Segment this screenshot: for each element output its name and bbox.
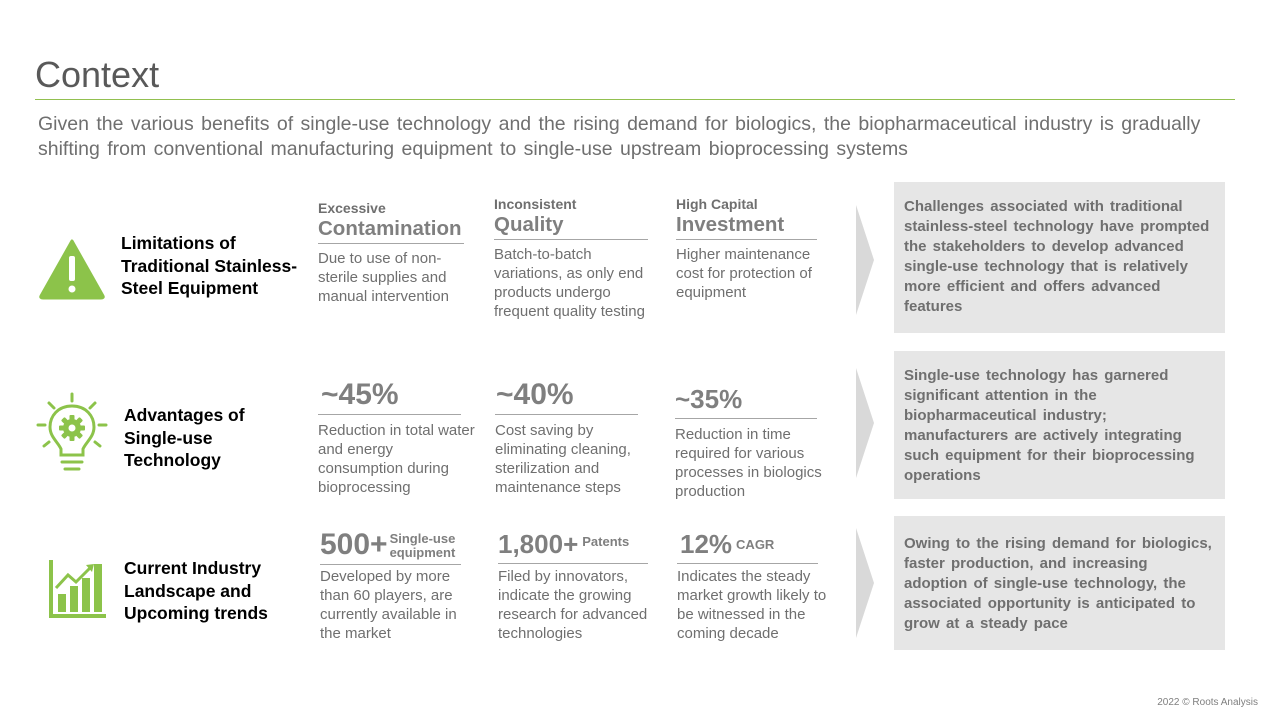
limitation-quality [494, 196, 656, 321]
column-rule [494, 239, 648, 240]
column-rule [498, 563, 648, 564]
stat-value: 12% [680, 529, 733, 559]
column-head-small: Excessive [318, 200, 386, 216]
stat-line [498, 527, 660, 561]
column-desc: Filed by innovators, indicate the growing research for advanced technologies [498, 568, 648, 642]
column-rule [495, 414, 638, 415]
column-head-big: Investment [676, 213, 785, 236]
summary-box-advantages: Single-use technology has garnered significant attention in the biopharmaceutical industry; manufacturers are actively integrating such equipment for their bioprocessing operations [894, 351, 1225, 499]
stat-suffix-line: equipment [389, 545, 456, 560]
growth-chart-icon [46, 558, 108, 625]
chevron-right-icon [856, 528, 876, 643]
stat-suffix: CAGR [736, 537, 775, 552]
stat-suffix [390, 532, 456, 560]
stat-suffix-line: Single-use [389, 531, 456, 546]
column-rule [675, 418, 817, 419]
stat-suffix: Patents [582, 534, 630, 549]
column-head-small: High Capital [676, 196, 758, 212]
advantage-water-energy [318, 378, 478, 497]
title-divider [35, 99, 1235, 100]
page-subtitle: Given the various benefits of single-use technology and the rising demand for biologics, the biopharmaceutical industry is gradually shifting from conventional manufacturing equipment to single-use upstream bioprocessing systems [38, 113, 1201, 160]
column-desc: Reduction in total water and energy consumption during bioprocessing [318, 422, 475, 496]
column-desc: Indicates the steady market growth likely to be witnessed in the coming decade [677, 568, 827, 642]
stat-value: ~35% [675, 384, 743, 414]
column-head-big: Quality [494, 213, 564, 236]
column-desc: Due to use of non-sterile supplies and manual intervention [318, 250, 449, 305]
column-rule [677, 563, 818, 564]
stat-value: ~45% [321, 378, 399, 411]
chevron-right-icon [856, 368, 876, 483]
column-desc: Higher maintenance cost for protection of equipment [676, 246, 812, 301]
summary-box-landscape: Owing to the rising demand for biologics, faster production, and increasing adoption of single-use technology, the associated opportunity is anticipated to grow at a steady pace [894, 516, 1225, 650]
stat-value: 1,800+ [498, 529, 579, 559]
trend-patents [498, 527, 660, 643]
footer-copyright: 2022 © Roots Analysis [1157, 697, 1258, 708]
summary-box-limitations: Challenges associated with traditional stainless-steel technology have prompted the stakeholders to develop advanced single-use technology that is relatively more efficient and offers advanced features [894, 182, 1225, 333]
column-desc: Developed by more than 60 players, are currently available in the market [320, 568, 457, 642]
column-rule [676, 239, 817, 240]
row-label-landscape: Current Industry Landscape and Upcoming trends [124, 558, 268, 623]
limitation-contamination [318, 200, 468, 306]
column-desc: Cost saving by eliminating cleaning, sterilization and maintenance steps [495, 422, 631, 496]
stat-value: 500+ [320, 528, 388, 561]
row-label-limitations: Limitations of Traditional Stainless-Steel Equipment [121, 233, 298, 298]
column-desc: Batch-to-batch variations, as only end products undergo frequent quality testing [494, 246, 645, 320]
advantage-cost-saving [495, 378, 655, 497]
lightbulb-gear-icon [36, 392, 108, 479]
warning-triangle-icon [38, 238, 106, 305]
page-title: Context [35, 54, 160, 95]
column-rule [318, 243, 464, 244]
chevron-right-icon [856, 205, 876, 320]
trend-equipment [320, 528, 480, 643]
stat-value: ~40% [496, 378, 574, 411]
stat-line [677, 527, 839, 561]
column-head-big: Contamination [318, 217, 462, 240]
stat-line [320, 528, 480, 562]
trend-cagr [677, 527, 839, 643]
column-desc: Reduction in time required for various processes in biologics production [675, 426, 822, 500]
row-label-advantages: Advantages of Single-use Technology [124, 405, 245, 470]
column-head-small: Inconsistent [494, 196, 577, 212]
column-rule [318, 414, 461, 415]
column-rule [320, 564, 461, 565]
limitation-investment [676, 196, 826, 302]
advantage-time-reduction [675, 382, 835, 501]
